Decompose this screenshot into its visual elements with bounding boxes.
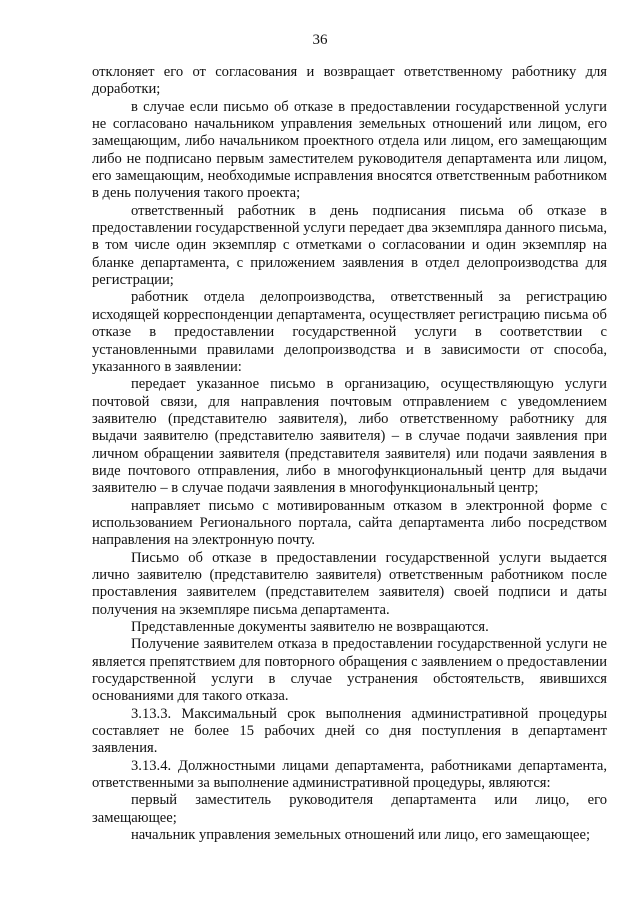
paragraph: Письмо об отказе в предоставлении государственной услуги выдается лично заявителю (представителю заявителя) ответственным работником после проставления заявителем (представителем заявителя) своей подписи и даты получения на экземпляре письма департамента.	[92, 549, 607, 618]
paragraph: 3.13.4. Должностными лицами департамента, работниками департамента, ответственными за выполнение административной процедуры, являются:	[92, 757, 607, 792]
paragraph: начальник управления земельных отношений или лицо, его замещающее;	[131, 827, 591, 844]
paragraph: 3.13.3. Максимальный срок выполнения административной процедуры составляет не более 15 рабочих дней со дня поступления в департамент заявления.	[92, 705, 607, 757]
paragraph: ответственный работник в день подписания письма об отказе в предоставлении государственной услуги передает два экземпляра данного письма, в том числе один экземпляр с отметками о согласовании и один экземпляр на бланке департамента, с приложением заявления в отдел делопроизводства для регистрации;	[92, 202, 607, 289]
paragraph: Получение заявителем отказа в предоставлении государственной услуги не является препятствием для повторного обращения с заявлением о предоставлении государственной услуги в случае устранения обстоятельств, явившихся основаниями для такого отказа.	[92, 636, 607, 705]
paragraph: Представленные документы заявителю не возвращаются.	[131, 619, 489, 635]
paragraph: направляет письмо с мотивированным отказом в электронной форме с использованием Регионального портала, сайта департамента либо посредством направления на электронную почту.	[92, 497, 607, 549]
page-number: 36	[312, 32, 328, 48]
paragraph: первый заместитель руководителя департамента или лицо, его замещающее;	[92, 792, 607, 826]
paragraph: отклоняет его от согласования и возвращает ответственному работнику для доработки;	[92, 64, 607, 98]
paragraph: работник отдела делопроизводства, ответственный за регистрацию исходящей корреспонденции департамента, осуществляет регистрацию письма об отказе в предоставлении государственной услуги в соответствии с установленными правилами делопроизводства и в зависимости от способа, указанного в заявлении:	[92, 289, 607, 375]
paragraph: передает указанное письмо в организацию, осуществляющую услуги почтовой связи, для направления почтовым отправлением с уведомлением заявителю (представителю заявителя), либо ответственному работнику для выдачи заявителю (представителю заявителя) – в случае подачи заявления при личном обращении заявителя (представителя заявителя) или подачи заявления в виде почтового отправления, либо в многофункциональный центр для выдачи заявителю – в случае подачи заявления в многофункциональный центр;	[92, 376, 607, 497]
paragraph: в случае если письмо об отказе в предоставлении государственной услуги не согласовано начальником управления земельных отношений или лицом, его замещающим, либо начальником проектного отдела или лицом, его замещающим либо не подписано первым заместителем руководителя департамента или лицом, его замещающим, необходимые исправления вносятся ответственным работником в день получения такого проекта;	[92, 98, 607, 202]
document-body	[92, 64, 607, 844]
